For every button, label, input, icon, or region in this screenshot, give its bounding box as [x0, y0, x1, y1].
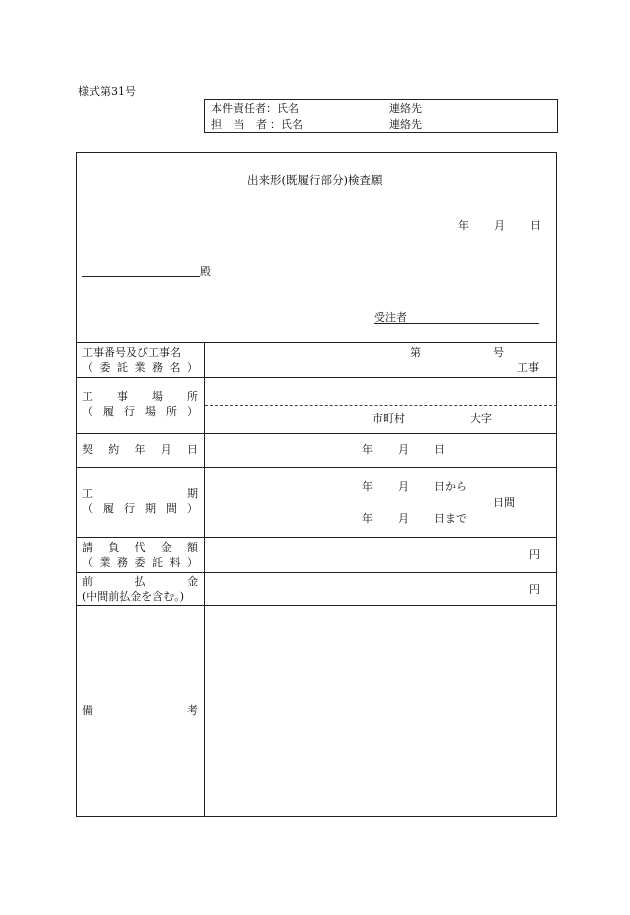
contract-amount-unit: 円	[529, 548, 540, 561]
addressee-suffix: 殿	[200, 265, 211, 278]
work-name-suffix: 工事	[517, 361, 539, 374]
period-days-label: 日間	[493, 496, 515, 509]
date-month-label: 月	[494, 219, 505, 232]
work-number-prefix: 第	[410, 346, 421, 359]
contractor-label: 受注者	[374, 311, 407, 324]
contract-date-label: 契 約 年 月 日	[82, 443, 198, 456]
addressee-line[interactable]	[82, 276, 200, 277]
contract-amount-label: 請 負 代 金 額	[82, 541, 198, 554]
row-divider	[76, 467, 557, 468]
contract-year-label: 年	[362, 443, 373, 456]
person-in-charge-contact-label: 連絡先	[389, 118, 422, 131]
row-divider-dashed	[205, 405, 557, 406]
advance-payment-unit: 円	[529, 583, 540, 596]
row-divider	[76, 433, 557, 434]
remarks-label: 備 考	[82, 704, 198, 717]
row-divider	[76, 377, 557, 378]
contractor-signature-line[interactable]	[374, 323, 539, 324]
person-in-charge-label: 担 当 者	[211, 118, 267, 131]
page-title: 出来形(既履行部分)検査願	[247, 173, 383, 187]
district-label: 大字	[470, 412, 492, 425]
commission-name-label: （ 委 託 業 務 名 ）	[82, 361, 198, 374]
municipality-label: 市町村	[372, 412, 405, 425]
row-divider	[76, 605, 557, 606]
period-from-day-label: 日から	[434, 480, 467, 493]
responsible-person-label: 本件責任者：氏名	[211, 102, 299, 115]
interim-advance-note: (中間前払金を含む。)	[82, 590, 185, 603]
form-number: 様式第31号	[78, 85, 136, 98]
date-year-label: 年	[458, 219, 469, 232]
period-to-month-label: 月	[398, 512, 409, 525]
inspection-request-form	[76, 152, 557, 817]
period-to-day-label: 日まで	[434, 512, 467, 525]
performance-period-label: （ 履 行 期 間 ）	[82, 502, 198, 515]
period-to-year-label: 年	[362, 512, 373, 525]
responsible-contact-label: 連絡先	[389, 102, 422, 115]
commission-fee-label: （ 業 務 委 託 料 ）	[82, 556, 198, 569]
period-from-year-label: 年	[362, 480, 373, 493]
date-day-label: 日	[530, 219, 541, 232]
contract-month-label: 月	[398, 443, 409, 456]
column-divider	[204, 342, 205, 817]
contract-day-label: 日	[434, 443, 445, 456]
advance-payment-label: 前 払 金	[82, 575, 198, 588]
period-from-month-label: 月	[398, 480, 409, 493]
work-number-suffix: 号	[493, 346, 504, 359]
row-divider	[76, 572, 557, 573]
performance-place-label: （ 履 行 場 所 ）	[82, 405, 198, 418]
row-divider	[76, 537, 557, 538]
work-period-label: 工 期	[82, 487, 198, 500]
person-in-charge-name-label: ：氏名	[270, 118, 303, 131]
work-place-label: 工 事 場 所	[82, 390, 198, 403]
work-number-label: 工事番号及び工事名	[82, 346, 181, 359]
row-divider	[76, 342, 557, 343]
